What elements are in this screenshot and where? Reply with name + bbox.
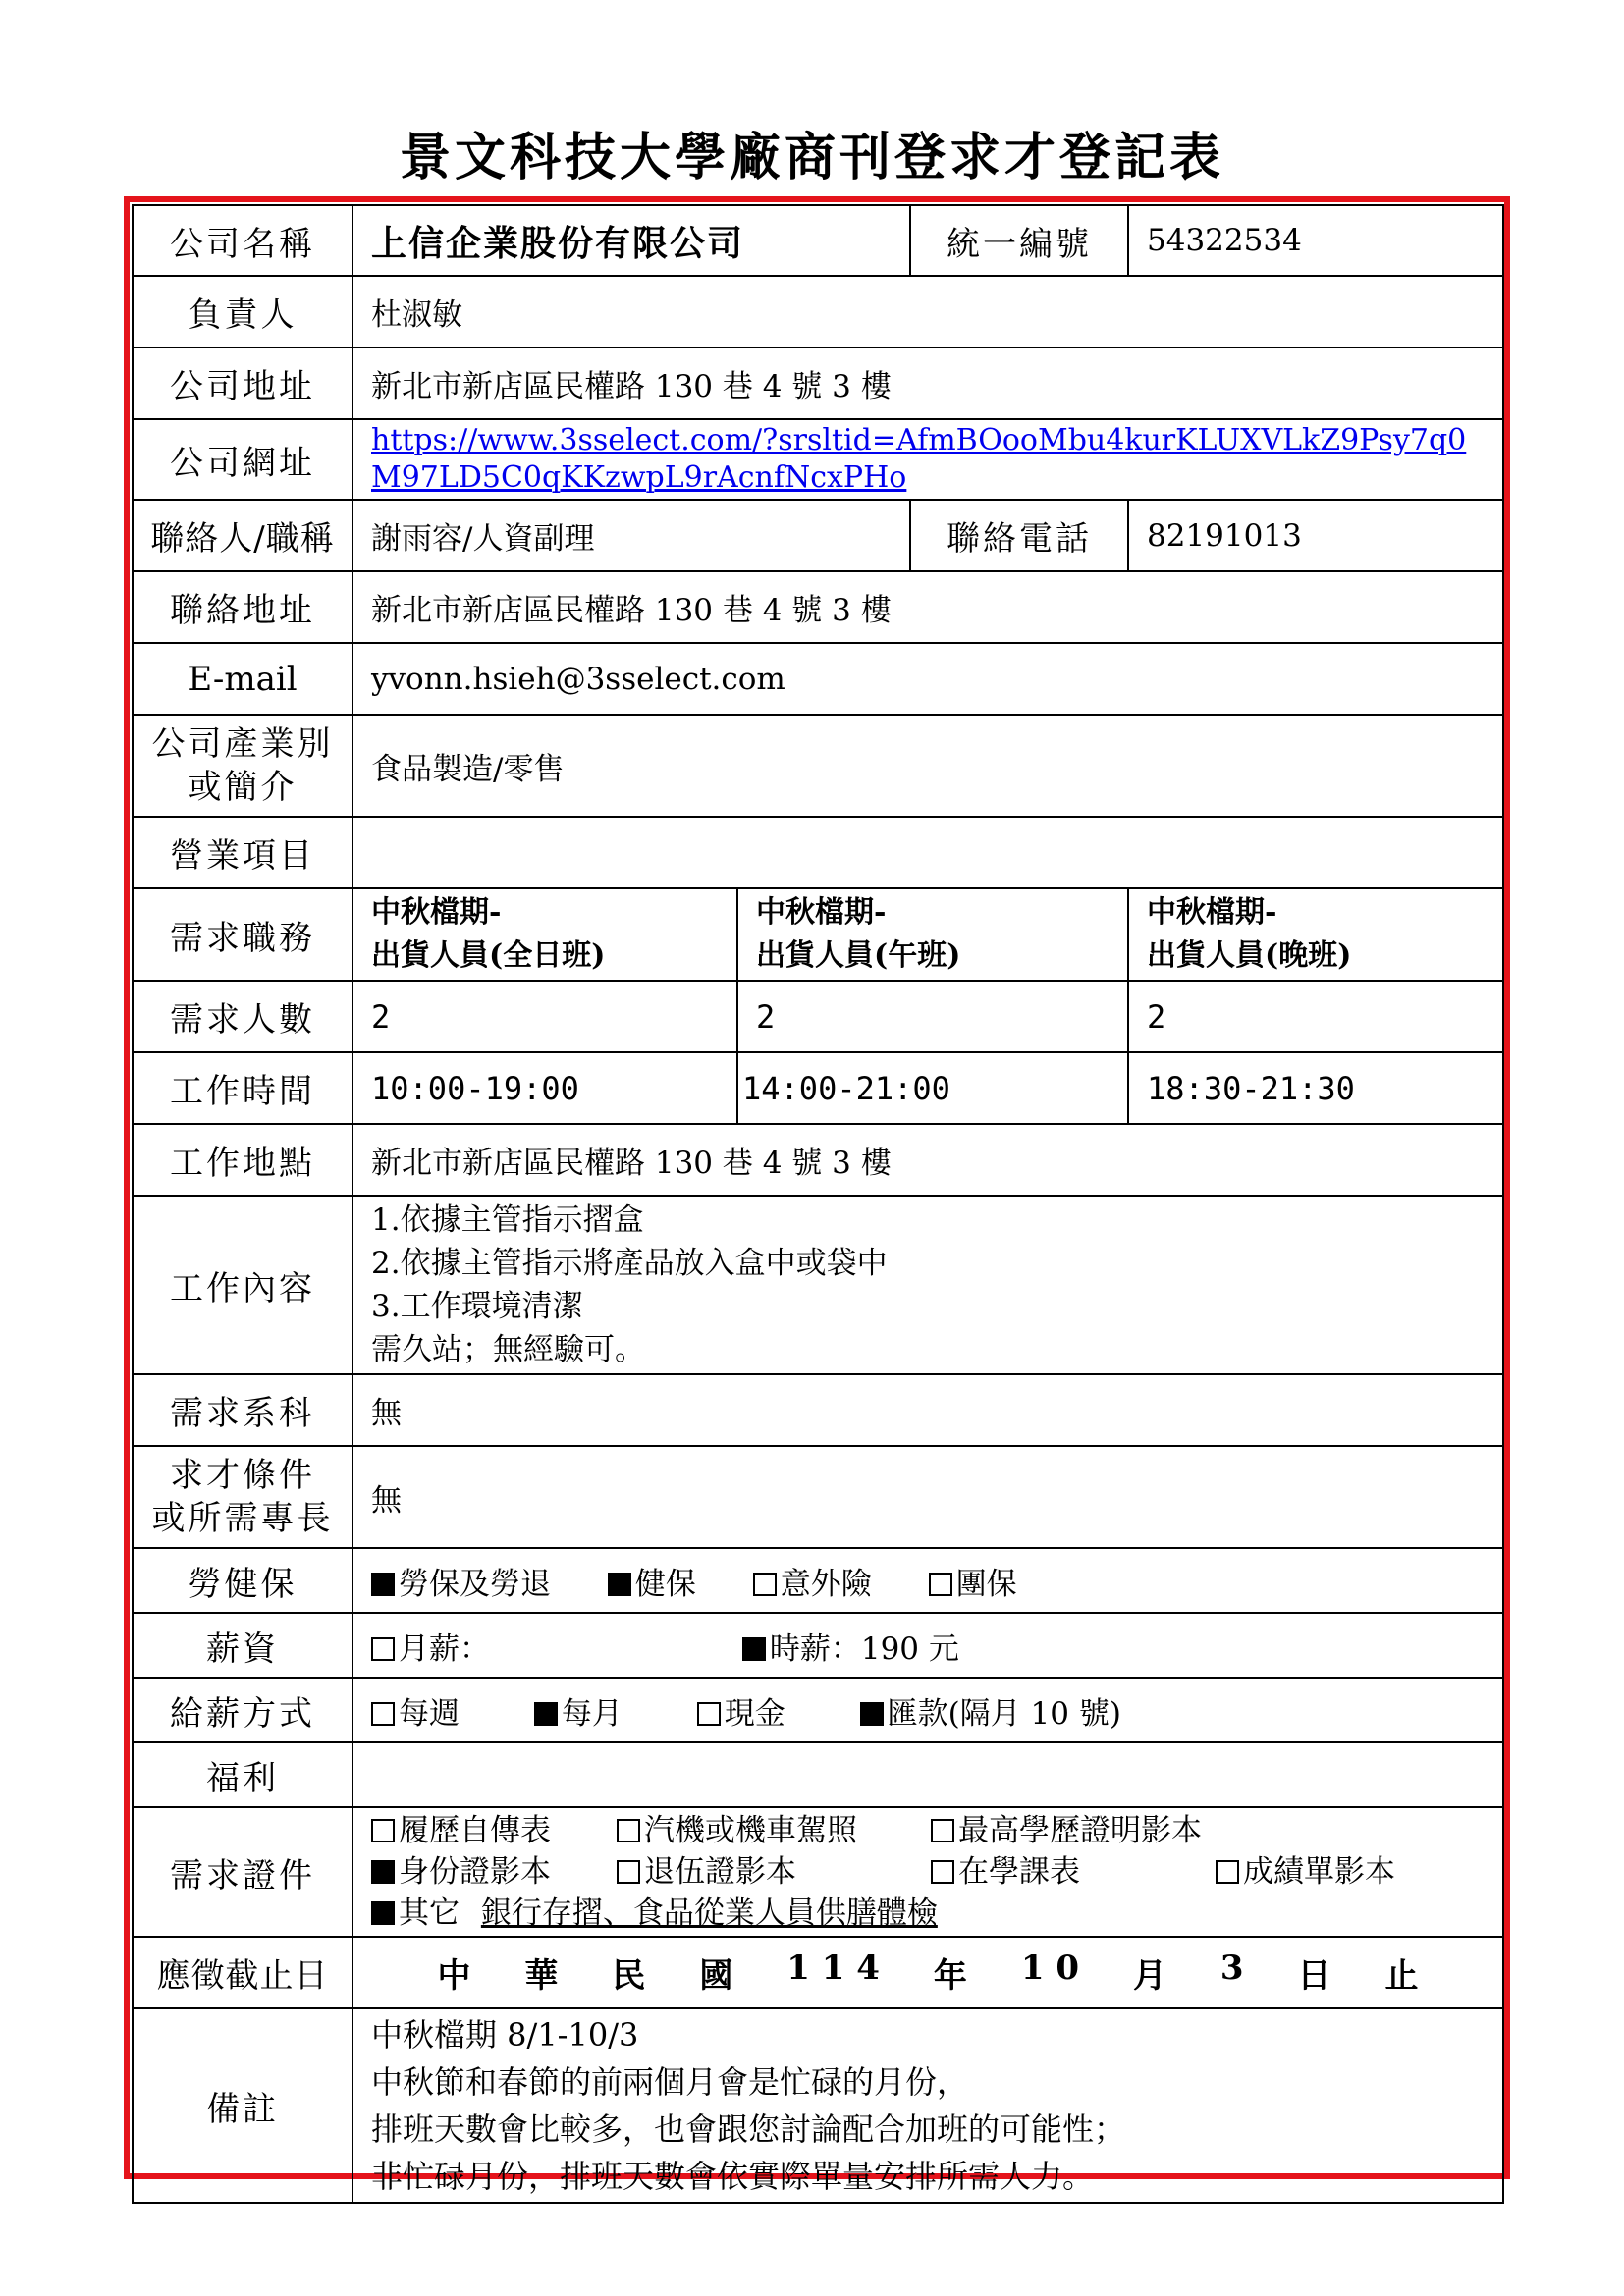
documents-other (371, 1893, 1485, 1934)
option-label: 時薪：190 元 (769, 1630, 959, 1667)
row-payment (133, 1678, 1503, 1742)
row-deadline (133, 1937, 1503, 2008)
row-contact-address (133, 571, 1503, 643)
option-label: 現金 (724, 1695, 785, 1732)
row-owner (133, 276, 1503, 347)
row-location (133, 1124, 1503, 1196)
payment-option (371, 1688, 460, 1733)
insurance-option (371, 1559, 551, 1603)
job-title-3-line-1: 中秋檔期- (1147, 895, 1277, 930)
row-duties (133, 1196, 1503, 1374)
deadline-part: 民 (612, 1956, 646, 1996)
option-label: 最高學歷證明影本 (958, 1813, 1202, 1848)
duty-line: 3.工作環境清潔 (371, 1289, 583, 1324)
headcount-2: 2 (737, 981, 1128, 1052)
duty-line: 需久站；無經驗可。 (371, 1332, 645, 1367)
duty-line: 2.依據主管指示將產品放入盒中或袋中 (371, 1246, 888, 1281)
documents-label: 需求證件 (133, 1807, 352, 1937)
remarks-label: 備註 (133, 2008, 352, 2203)
document-option (931, 1851, 1216, 1893)
row-industry (133, 715, 1503, 817)
website-link[interactable]: https://www.3sselect.com/?srsltid=AfmBOooMbu4kurKLUXVLkZ9Psy7q0M97LD5C0qKKzwpL9rAcnfNcxPHo (371, 423, 1467, 495)
email: yvonn.hsieh@3sselect.com (352, 643, 1503, 715)
option-label: 履歷自傳表 (399, 1813, 551, 1848)
row-hours (133, 1052, 1503, 1124)
option-label: 月薪： (399, 1630, 490, 1667)
department-label: 需求系科 (133, 1374, 352, 1446)
job-title-3 (1128, 888, 1503, 981)
job-title-1-line-1: 中秋檔期- (371, 895, 502, 930)
checkbox[interactable] (931, 1819, 954, 1842)
salary-label: 薪資 (133, 1613, 352, 1678)
document-option (931, 1810, 1216, 1851)
deadline-part: 華 (524, 1956, 559, 1996)
document-option (1216, 1851, 1471, 1893)
option-label: 意外險 (780, 1566, 872, 1602)
document-option (371, 1810, 617, 1851)
checkbox[interactable] (371, 1901, 395, 1925)
row-salary (133, 1613, 1503, 1678)
row-contact (133, 500, 1503, 571)
row-welfare (133, 1742, 1503, 1807)
option-label: 成績單影本 (1243, 1854, 1395, 1890)
checkbox[interactable] (742, 1637, 766, 1661)
salary-monthly (371, 1624, 685, 1668)
duties-label: 工作內容 (133, 1196, 352, 1374)
contact-address: 新北市新店區民權路 130 巷 4 號 3 樓 (352, 571, 1503, 643)
row-email (133, 643, 1503, 715)
checkbox[interactable] (534, 1702, 558, 1726)
checkbox[interactable] (371, 1819, 395, 1842)
payment-label: 給薪方式 (133, 1678, 352, 1742)
job-title-2-line-2: 出貨人員(午班) (756, 938, 961, 973)
location-label: 工作地點 (133, 1124, 352, 1196)
requirements-label-1: 求才條件 (170, 1456, 315, 1495)
option-label: 退伍證影本 (644, 1854, 796, 1890)
checkbox[interactable] (929, 1573, 952, 1596)
industry-label-1: 公司產業別 (151, 724, 334, 764)
checkbox[interactable] (371, 1702, 395, 1726)
registration-table (132, 204, 1504, 2204)
company-name-label: 公司名稱 (133, 205, 352, 276)
documents-row-2 (371, 1851, 1485, 1893)
contact-phone: 82191013 (1128, 500, 1503, 571)
row-job-titles (133, 888, 1503, 981)
remark-line: 排班天數會比較多，也會跟您討論配合加班的可能性； (371, 2110, 1126, 2148)
checkbox[interactable] (371, 1637, 395, 1661)
checkbox[interactable] (608, 1573, 631, 1596)
headcount-1: 2 (352, 981, 737, 1052)
deadline-part: 1 1 4 (786, 1949, 880, 1988)
row-company-address (133, 347, 1503, 419)
requirements-label-2: 或所需專長 (151, 1499, 334, 1538)
deadline-part: 中 (437, 1956, 471, 1996)
job-title-1 (352, 888, 737, 981)
option-label: 勞保及勞退 (399, 1566, 551, 1602)
option-label: 健保 (634, 1566, 696, 1602)
deadline-part: 日 (1297, 1956, 1331, 1996)
payment-option (534, 1688, 623, 1733)
job-title-label: 需求職務 (133, 888, 352, 981)
job-title-2-line-1: 中秋檔期- (756, 895, 887, 930)
salary-hourly (742, 1624, 959, 1668)
option-label: 每週 (399, 1695, 460, 1732)
option-label: 在學課表 (958, 1854, 1080, 1890)
option-label: 每月 (561, 1695, 623, 1732)
hours-label: 工作時間 (133, 1052, 352, 1124)
row-headcount (133, 981, 1503, 1052)
location: 新北市新店區民權路 130 巷 4 號 3 樓 (352, 1124, 1503, 1196)
tax-id-label: 統一編號 (910, 205, 1128, 276)
job-title-2 (737, 888, 1128, 981)
business (352, 817, 1503, 888)
job-title-1-line-2: 出貨人員(全日班) (371, 938, 606, 973)
welfare (352, 1742, 1503, 1807)
hours-1: 10:00-19:00 (352, 1052, 737, 1124)
payment-option (697, 1688, 785, 1733)
option-label: 團保 (955, 1566, 1017, 1602)
documents-other-value: 銀行存摺、食品從業人員供膳體檢 (480, 1896, 938, 1931)
deadline-part: 國 (699, 1956, 733, 1996)
duty-line: 1.依據主管指示摺盒 (371, 1202, 644, 1238)
document-option (617, 1851, 931, 1893)
hours-2: 14:00-21:00 (737, 1052, 1128, 1124)
remark-line: 非忙碌月份，排班天數會依實際單量安排所需人力。 (371, 2158, 1095, 2195)
deadline-date (371, 1949, 1485, 1997)
welfare-label: 福利 (133, 1742, 352, 1807)
deadline-part: 止 (1384, 1956, 1419, 1996)
industry: 食品製造/零售 (352, 715, 1503, 817)
owner-label: 負責人 (133, 276, 352, 347)
checkbox[interactable] (371, 1573, 395, 1596)
row-business (133, 817, 1503, 888)
deadline-part: 年 (933, 1956, 967, 1996)
row-department (133, 1374, 1503, 1446)
checkbox[interactable] (1216, 1860, 1239, 1884)
insurance-option (929, 1559, 1017, 1603)
company-address: 新北市新店區民權路 130 巷 4 號 3 樓 (352, 347, 1503, 419)
option-label: 其它 (399, 1896, 460, 1931)
contact-phone-label: 聯絡電話 (910, 500, 1128, 571)
deadline-label: 應徵截止日 (133, 1937, 352, 2008)
checkbox[interactable] (617, 1860, 640, 1884)
company-name: 上信企業股份有限公司 (352, 205, 910, 276)
tax-id: 54322534 (1128, 205, 1503, 276)
job-title-3-line-2: 出貨人員(晚班) (1147, 938, 1352, 973)
department: 無 (352, 1374, 1503, 1446)
contact-address-label: 聯絡地址 (133, 571, 352, 643)
checkbox[interactable] (697, 1702, 721, 1726)
option-label: 匯款(隔月 10 號) (887, 1695, 1121, 1732)
row-insurance (133, 1548, 1503, 1613)
row-company-name (133, 205, 1503, 276)
row-website (133, 419, 1503, 500)
insurance-option (753, 1559, 872, 1603)
deadline-part: 月 (1132, 1956, 1166, 1996)
document-option (371, 1851, 617, 1893)
deadline-part: 1 0 (1020, 1949, 1079, 1988)
insurance-option (608, 1559, 696, 1603)
payment-option (860, 1688, 1121, 1733)
row-remarks (133, 2008, 1503, 2203)
insurance-label: 勞健保 (133, 1548, 352, 1613)
website-label: 公司網址 (133, 419, 352, 500)
document-option (617, 1810, 931, 1851)
checkbox[interactable] (617, 1819, 640, 1842)
owner: 杜淑敏 (352, 276, 1503, 347)
headcount-3: 2 (1128, 981, 1503, 1052)
checkbox[interactable] (753, 1573, 777, 1596)
form-title: 景文科技大學廠商刊登求才登記表 (399, 128, 1224, 187)
checkbox[interactable] (931, 1860, 954, 1884)
headcount-label: 需求人數 (133, 981, 352, 1052)
remark-line: 中秋節和春節的前兩個月會是忙碌的月份， (371, 2063, 969, 2101)
checkbox[interactable] (860, 1702, 884, 1726)
remark-line: 中秋檔期 8/1-10/3 (371, 2016, 639, 2054)
company-address-label: 公司地址 (133, 347, 352, 419)
contact-person-label: 聯絡人/職稱 (133, 500, 352, 571)
contact-person: 謝雨容/人資副理 (352, 500, 910, 571)
option-label: 汽機或機車駕照 (644, 1813, 857, 1848)
business-label: 營業項目 (133, 817, 352, 888)
option-label: 身份證影本 (399, 1854, 551, 1890)
checkbox[interactable] (371, 1860, 395, 1884)
row-documents (133, 1807, 1503, 1937)
deadline-part: 3 (1219, 1949, 1244, 1988)
industry-label-2: 或簡介 (188, 768, 298, 807)
email-label: E-mail (133, 643, 352, 715)
hours-3: 18:30-21:30 (1128, 1052, 1503, 1124)
documents-row-1 (371, 1810, 1485, 1851)
requirements: 無 (352, 1446, 1503, 1548)
row-requirements (133, 1446, 1503, 1548)
